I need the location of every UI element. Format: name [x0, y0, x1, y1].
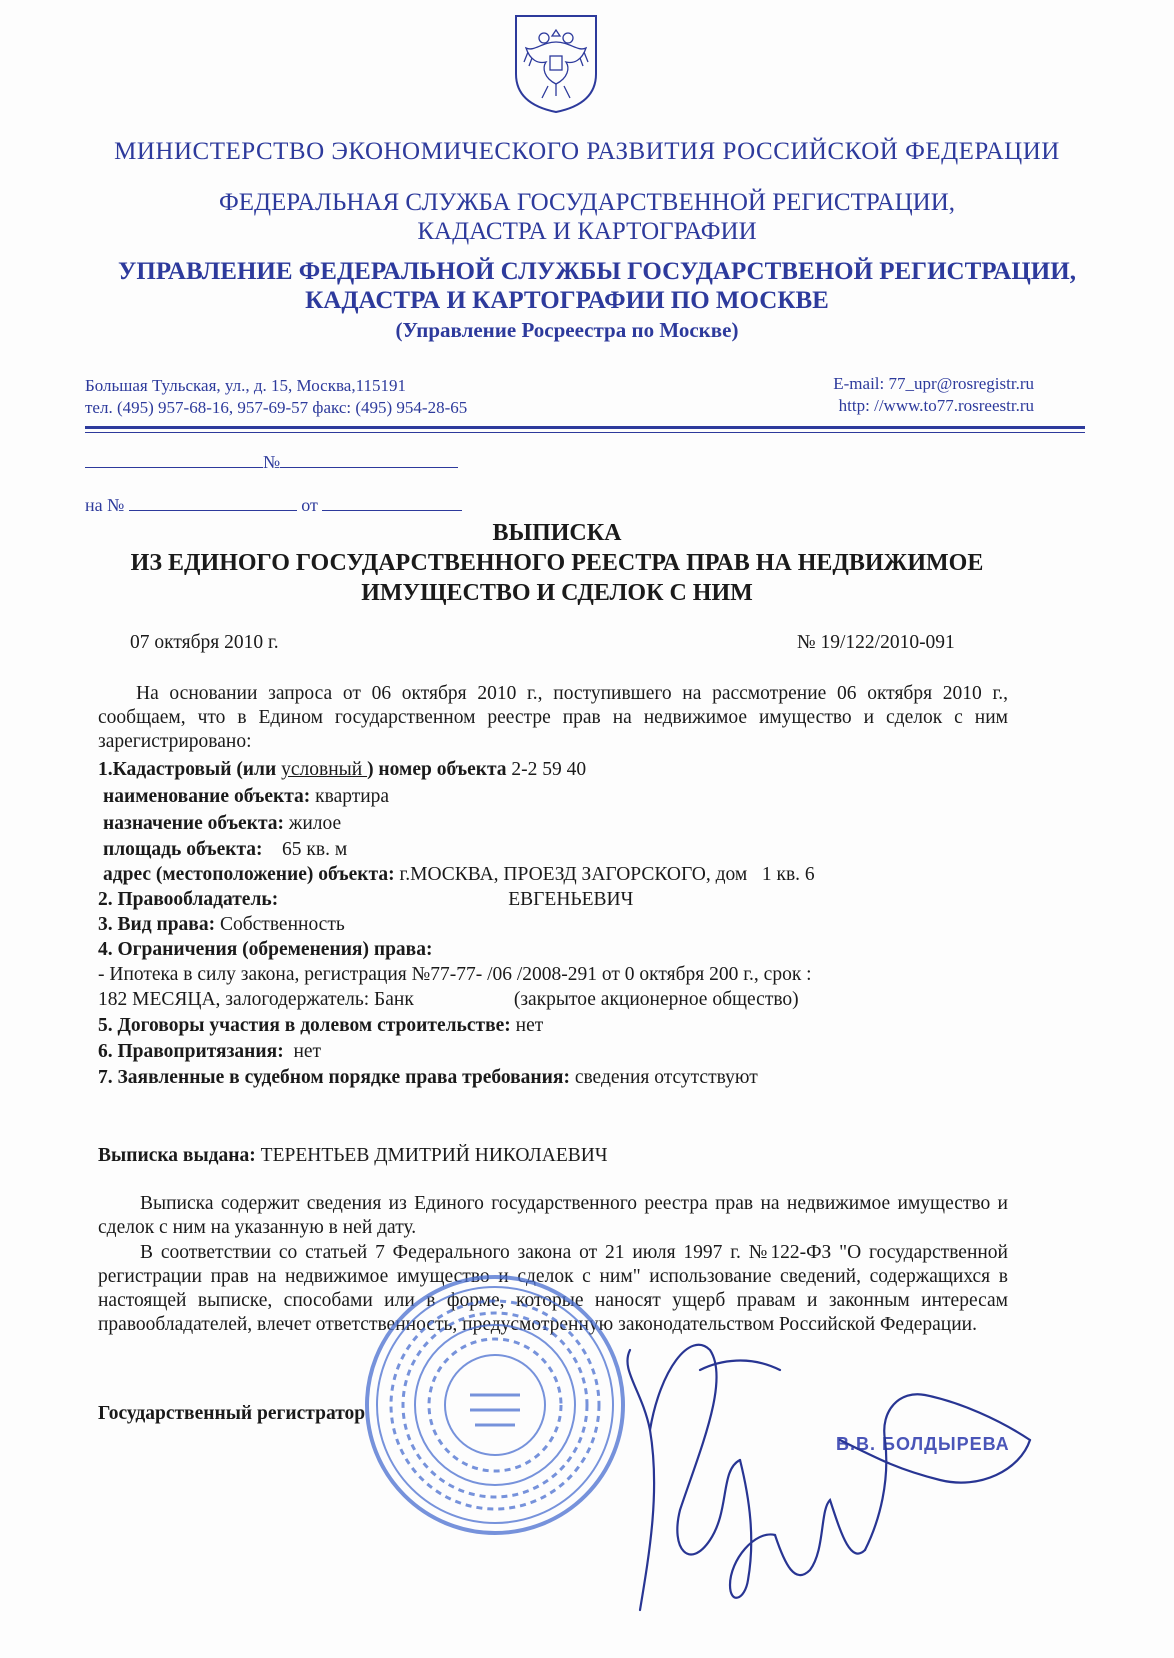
email: E-mail: 77_upr@rosregistr.ru	[833, 374, 1034, 393]
field-owner: 2. Правообладатель: ЕВГЕНЬЕВИЧ	[98, 889, 634, 910]
document-title: ВЫПИСКА	[492, 520, 622, 546]
field-shared-construction: 5. Договоры участия в долевом строительстве: нет	[98, 1015, 544, 1036]
field-claims: 6. Правопритязания: нет	[98, 1041, 322, 1062]
field-cadastral-number: 1.Кадастровый (или условный ) номер объекта 2-2 59 40	[98, 759, 587, 780]
note-legal: В соответствии со статьей 7 Федерального закона от 21 июля 1997 г. №122-ФЗ "О государственной регистрации прав на недвижимое имущество и сделок с ним" использование сведений, содержащихся в настоящей выписке, способами или в форме, которые наносят ущерб правам и законным интересам правообладателей, влечет ответственность, предусмотренную законодательством Российской Федерации.	[98, 1242, 1008, 1335]
intro-paragraph: На основании запроса от 06 октября 2010 г., поступившего на рассмотрение 06 октября 2010 г., сообщаем, что в Едином государственном реестре прав на недвижимое имущество и сделок с ним зарегистрировано:	[98, 683, 1008, 752]
registrar-role: Государственный регистратор	[98, 1403, 366, 1424]
document-number: № 19/122/2010-091	[797, 632, 955, 653]
phones: тел. (495) 957-68-16, 957-69-57 факс: (495) 954-28-65	[85, 398, 468, 417]
handwritten-signature-icon	[580, 1310, 1050, 1640]
header-rule	[85, 426, 1085, 429]
in-reply-ref: на № от	[85, 495, 462, 516]
field-object-area: площадь объекта: 65 кв. м	[103, 839, 348, 860]
field-restrictions: 4. Ограничения (обременения) права:	[98, 939, 433, 960]
office-title-line2: КАДАСТРА И КАРТОГРАФИИ ПО МОСКВЕ	[305, 287, 829, 314]
outgoing-ref: №	[85, 452, 458, 473]
restriction-line2: 182 МЕСЯЦА, залогодержатель: Банк (закрытое акционерное общество)	[98, 989, 799, 1010]
ministry-title: МИНИСТЕРСТВО ЭКОНОМИЧЕСКОГО РАЗВИТИЯ РОССИЙСКОЙ ФЕДЕРАЦИИ	[114, 138, 1060, 165]
note-validity: Выписка содержит сведения из Единого государственного реестра прав на недвижимое имущество и сделок с ним на указанную в ней дату.	[98, 1193, 1008, 1238]
field-object-name: наименование объекта: квартира	[103, 786, 390, 807]
document-title-line2: ИЗ ЕДИНОГО ГОСУДАРСТВЕННОГО РЕЕСТРА ПРАВ НА НЕДВИЖИМОЕ	[130, 550, 984, 576]
office-title-line1: УПРАВЛЕНИЕ ФЕДЕРАЛЬНОЙ СЛУЖБЫ ГОСУДАРСТВЕНОЙ РЕГИСТРАЦИИ,	[118, 258, 1076, 285]
service-title-line1: ФЕДЕРАЛЬНАЯ СЛУЖБА ГОСУДАРСТВЕННОЙ РЕГИСТРАЦИИ,	[218, 189, 956, 216]
header-rule-thin	[85, 432, 1085, 433]
document-title-line3: ИМУЩЕСТВО И СДЕЛОК С НИМ	[361, 580, 753, 606]
field-object-purpose: назначение объекта: жилое	[103, 813, 342, 834]
coat-of-arms-icon	[512, 12, 600, 114]
registrar-name: В.В. БОЛДЫРЕВА	[836, 1434, 1010, 1454]
service-title-line2: КАДАСТРА И КАРТОГРАФИИ	[417, 218, 757, 245]
office-title-line3: (Управление Росреестра по Москве)	[395, 318, 739, 342]
field-object-address: адрес (местоположение) объекта: г.МОСКВА, ПРОЕЗД ЗАГОРСКОГО, дом 1 кв. 6	[103, 864, 815, 885]
website: http: //www.to77.rosreestr.ru	[838, 396, 1034, 415]
field-right-type: 3. Вид права: Собственность	[98, 914, 345, 935]
document-date: 07 октября 2010 г.	[130, 632, 279, 653]
issued-to: Выписка выдана: ТЕРЕНТЬЕВ ДМИТРИЙ НИКОЛАЕВИЧ	[98, 1145, 608, 1166]
field-court-claims: 7. Заявленные в судебном порядке права требования: сведения отсутствуют	[98, 1067, 758, 1088]
restriction-line1: - Ипотека в силу закона, регистрация №77-77- /06 /2008-291 от 0 октября 200 г., срок :	[98, 964, 812, 985]
address: Большая Тульская, ул., д. 15, Москва,115191	[85, 376, 406, 395]
